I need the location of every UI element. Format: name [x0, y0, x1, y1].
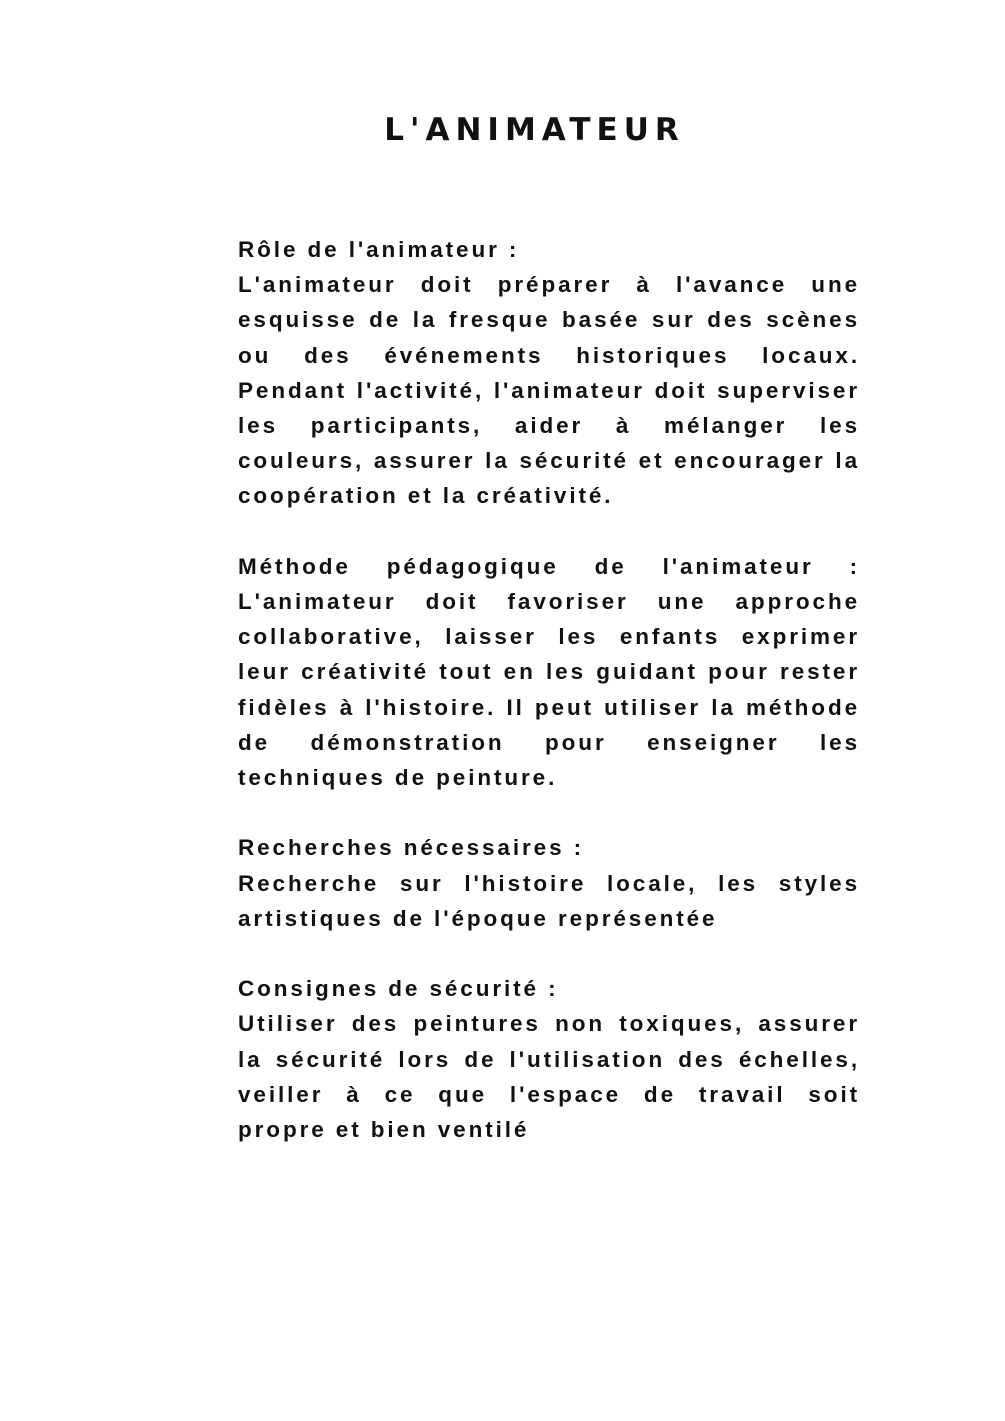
section-heading: Rôle de l'animateur : — [238, 237, 520, 262]
section-heading: Recherches nécessaires : — [238, 835, 585, 861]
section-body: Recherche sur l'histoire locale, les styles artistiques de l'époque représentée — [238, 870, 860, 931]
document-title: L'ANIMATEUR — [384, 112, 685, 148]
section-heading: Méthode pédagogique de l'animateur : — [238, 553, 860, 579]
section-method — [238, 549, 860, 795]
section-body: L'animateur doit favoriser une approche collaborative, laisser les enfants exprimer leur créativité tout en les guidant pour rester fidèles à l'histoire. Il peut utiliser la méthode de démonstration pour enseigner les techniques de peinture. — [238, 589, 860, 791]
document-content — [238, 232, 860, 1182]
section-role — [238, 232, 860, 514]
section-body: Utiliser des peintures non toxiques, assurer la sécurité lors de l'utilisation des échelles, veiller à ce que l'espace de travail soit propre et bien ventilé — [238, 1011, 860, 1143]
section-safety — [238, 971, 860, 1147]
section-heading: Consignes de sécurité : — [238, 976, 559, 1002]
section-body: L'animateur doit préparer à l'avance une esquisse de la fresque basée sur des scènes ou des événements historiques locaux. Pendant l'activité, l'animateur doit superviser les participants, aider à mélanger les couleurs, assurer la sécurité et encourager la coopération et la créativité. — [238, 272, 860, 509]
section-research — [238, 830, 860, 936]
